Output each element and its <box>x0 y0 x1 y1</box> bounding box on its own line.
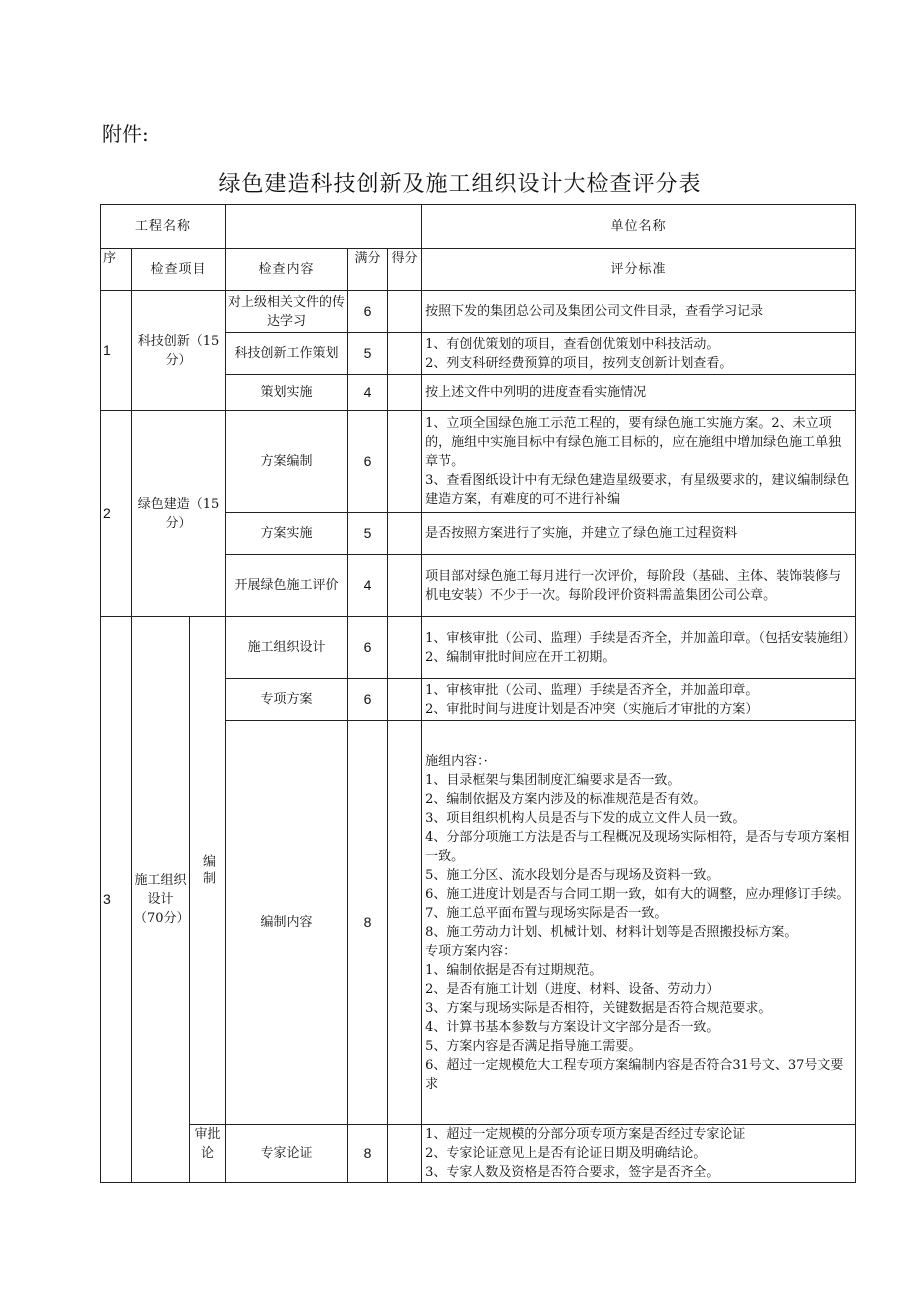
subsection-compile: 编制 <box>190 617 226 1125</box>
header-content: 检查内容 <box>226 249 348 291</box>
criteria-line: 按照下发的集团总公司及集团公司文件目录，查看学习记录 <box>425 304 764 319</box>
criteria-line: 3、专家人数及资格是否符合要求，签字是否齐全。 <box>425 1165 720 1180</box>
check-content: 施工组织设计 <box>226 617 348 679</box>
full-score: 6 <box>348 679 388 721</box>
criteria-line: 1、有创优策划的项目，查看创优策划中科技活动。 <box>425 336 720 352</box>
criteria-line: 1、超过一定规模的分部分项专项方案是否经过专家论证 <box>425 1127 746 1142</box>
criteria <box>422 679 856 721</box>
score-input[interactable] <box>388 333 422 375</box>
full-score: 8 <box>348 1125 388 1183</box>
criteria-line: 2、审批时间与进度计划是否冲突（实施后才审批的方案） <box>425 701 759 717</box>
score-input[interactable] <box>388 1125 422 1183</box>
criteria-line: 7、施工总平面布置与现场实际是否一致。 <box>425 905 668 921</box>
full-score: 4 <box>348 375 388 411</box>
criteria-line: 1、审核审批（公司、监理）手续是否齐全，并加盖印章。（包括安装施组） <box>425 630 856 646</box>
full-score: 6 <box>348 291 388 333</box>
criteria-line: 2、专家论证意见上是否有论证日期及明确结论。 <box>425 1146 707 1161</box>
check-content: 专项方案 <box>226 679 348 721</box>
criteria-line: 6、超过一定规模危大工程专项方案编制内容是否符合31号文、37号文要求 <box>425 1057 844 1092</box>
table-row <box>101 1125 856 1183</box>
full-score: 4 <box>348 555 388 617</box>
header-item: 检查项目 <box>132 249 226 291</box>
criteria-line: 4、计算书基本参数与方案设计文字部分是否一致。 <box>425 1019 720 1035</box>
header-criteria: 评分标准 <box>422 249 856 291</box>
criteria-line: 1、审核审批（公司、监理）手续是否齐全，并加盖印章。 <box>425 682 759 698</box>
header-row <box>101 249 856 291</box>
criteria-line: 项目部对绿色施工每月进行一次评价，每阶段（基础、主体、装饰装修与机电安装）不少于一次。每阶段评价资料需盖集团公司公章。 <box>425 568 842 603</box>
check-content: 方案编制 <box>226 411 348 513</box>
criteria-line: 1、立项全国绿色施工示范工程的，要有绿色施工实施方案。2、未立项的，施组中实施目标中有绿色施工目标的，应在施组中增加绿色施工单独章节。 <box>425 416 842 469</box>
score-table <box>100 204 856 1183</box>
criteria-line: 2、是否有施工计划（进度、材料、设备、劳动力） <box>425 981 720 997</box>
score-input[interactable] <box>388 617 422 679</box>
criteria-line: 3、查看图纸设计中有无绿色建造星级要求，有星级要求的，建议编制绿色建造方案，有难度的可不进行补编 <box>425 473 850 507</box>
unit-name-label: 单位名称 <box>422 205 856 249</box>
criteria <box>422 721 856 1125</box>
score-input[interactable] <box>388 721 422 1125</box>
criteria-line: 是否按照方案进行了实施，并建立了绿色施工过程资料 <box>425 526 738 541</box>
criteria-line: 1、目录框架与集团制度汇编要求是否一致。 <box>425 772 681 788</box>
criteria <box>422 617 856 679</box>
check-content: 专家论证 <box>226 1125 348 1183</box>
full-score: 6 <box>348 411 388 513</box>
table-row <box>101 617 856 679</box>
section-name: 绿色建造（15分） <box>132 411 226 617</box>
criteria-line: 2、编制依据及方案内涉及的标准规范是否有效。 <box>425 791 707 807</box>
criteria-line: 8、施工劳动力计划、机械计划、材料计划等是否照搬投标方案。 <box>425 924 798 940</box>
table-row <box>101 411 856 513</box>
criteria-line: 5、施工分区、流水段划分是否与现场及资料一致。 <box>425 867 720 883</box>
criteria <box>422 411 856 513</box>
full-score: 8 <box>348 721 388 1125</box>
criteria-line: 施组内容：· <box>425 753 488 769</box>
criteria <box>422 333 856 375</box>
criteria-line: 1、编制依据是否有过期规范。 <box>425 962 603 978</box>
score-input[interactable] <box>388 291 422 333</box>
section-name: 科技创新（15分） <box>132 291 226 411</box>
criteria-line: 2、列支科研经费预算的项目，按列支创新计划查看。 <box>425 355 733 371</box>
check-content: 编制内容 <box>226 721 348 1125</box>
criteria <box>422 1125 856 1183</box>
section-name: 施工组织设计（70分） <box>132 617 190 1183</box>
project-name-value[interactable] <box>226 205 422 249</box>
check-content: 科技创新工作策划 <box>226 333 348 375</box>
score-input[interactable] <box>388 555 422 617</box>
section-seq: 3 <box>101 617 132 1183</box>
header-score: 得分 <box>388 249 422 291</box>
score-input[interactable] <box>388 679 422 721</box>
project-row <box>101 205 856 249</box>
check-content: 对上级相关文件的传达学习 <box>226 291 348 333</box>
criteria-line: 5、方案内容是否满足指导施工需要。 <box>425 1038 642 1054</box>
criteria <box>422 291 856 333</box>
full-score: 6 <box>348 617 388 679</box>
header-seq: 序 <box>101 249 132 291</box>
section-seq: 2 <box>101 411 132 617</box>
criteria-line: 2、编制审批时间应在开工初期。 <box>425 649 616 665</box>
criteria-line: 3、项目组织机构人员是否与下发的成立文件人员一致。 <box>425 810 746 826</box>
full-score: 5 <box>348 513 388 555</box>
check-content: 方案实施 <box>226 513 348 555</box>
criteria-line: 按上述文件中列明的进度查看实施情况 <box>425 385 647 400</box>
criteria-line: 6、施工进度计划是否与合同工期一致，如有大的调整，应办理修订手续。 <box>425 886 850 902</box>
criteria <box>422 513 856 555</box>
page-title: 绿色建造科技创新及施工组织设计大检查评分表 <box>218 172 702 197</box>
check-content: 开展绿色施工评价 <box>226 555 348 617</box>
score-input[interactable] <box>388 513 422 555</box>
subsection-review: 审批论 <box>190 1125 226 1183</box>
criteria <box>422 375 856 411</box>
criteria-line: 3、方案与现场实际是否相符，关键数据是否符合规范要求。 <box>425 1000 772 1016</box>
section-seq: 1 <box>101 291 132 411</box>
table-row <box>101 291 856 333</box>
criteria-line: 4、分部分项施工方法是否与工程概况及现场实际相符，是否与专项方案相一致。 <box>425 829 850 864</box>
header-full-score: 满分 <box>348 249 388 291</box>
criteria-line: 专项方案内容： <box>425 943 517 959</box>
score-input[interactable] <box>388 375 422 411</box>
score-input[interactable] <box>388 411 422 513</box>
project-name-label: 工程名称 <box>101 205 226 249</box>
full-score: 5 <box>348 333 388 375</box>
criteria <box>422 555 856 617</box>
attachment-label: 附件: <box>102 122 149 146</box>
check-content: 策划实施 <box>226 375 348 411</box>
